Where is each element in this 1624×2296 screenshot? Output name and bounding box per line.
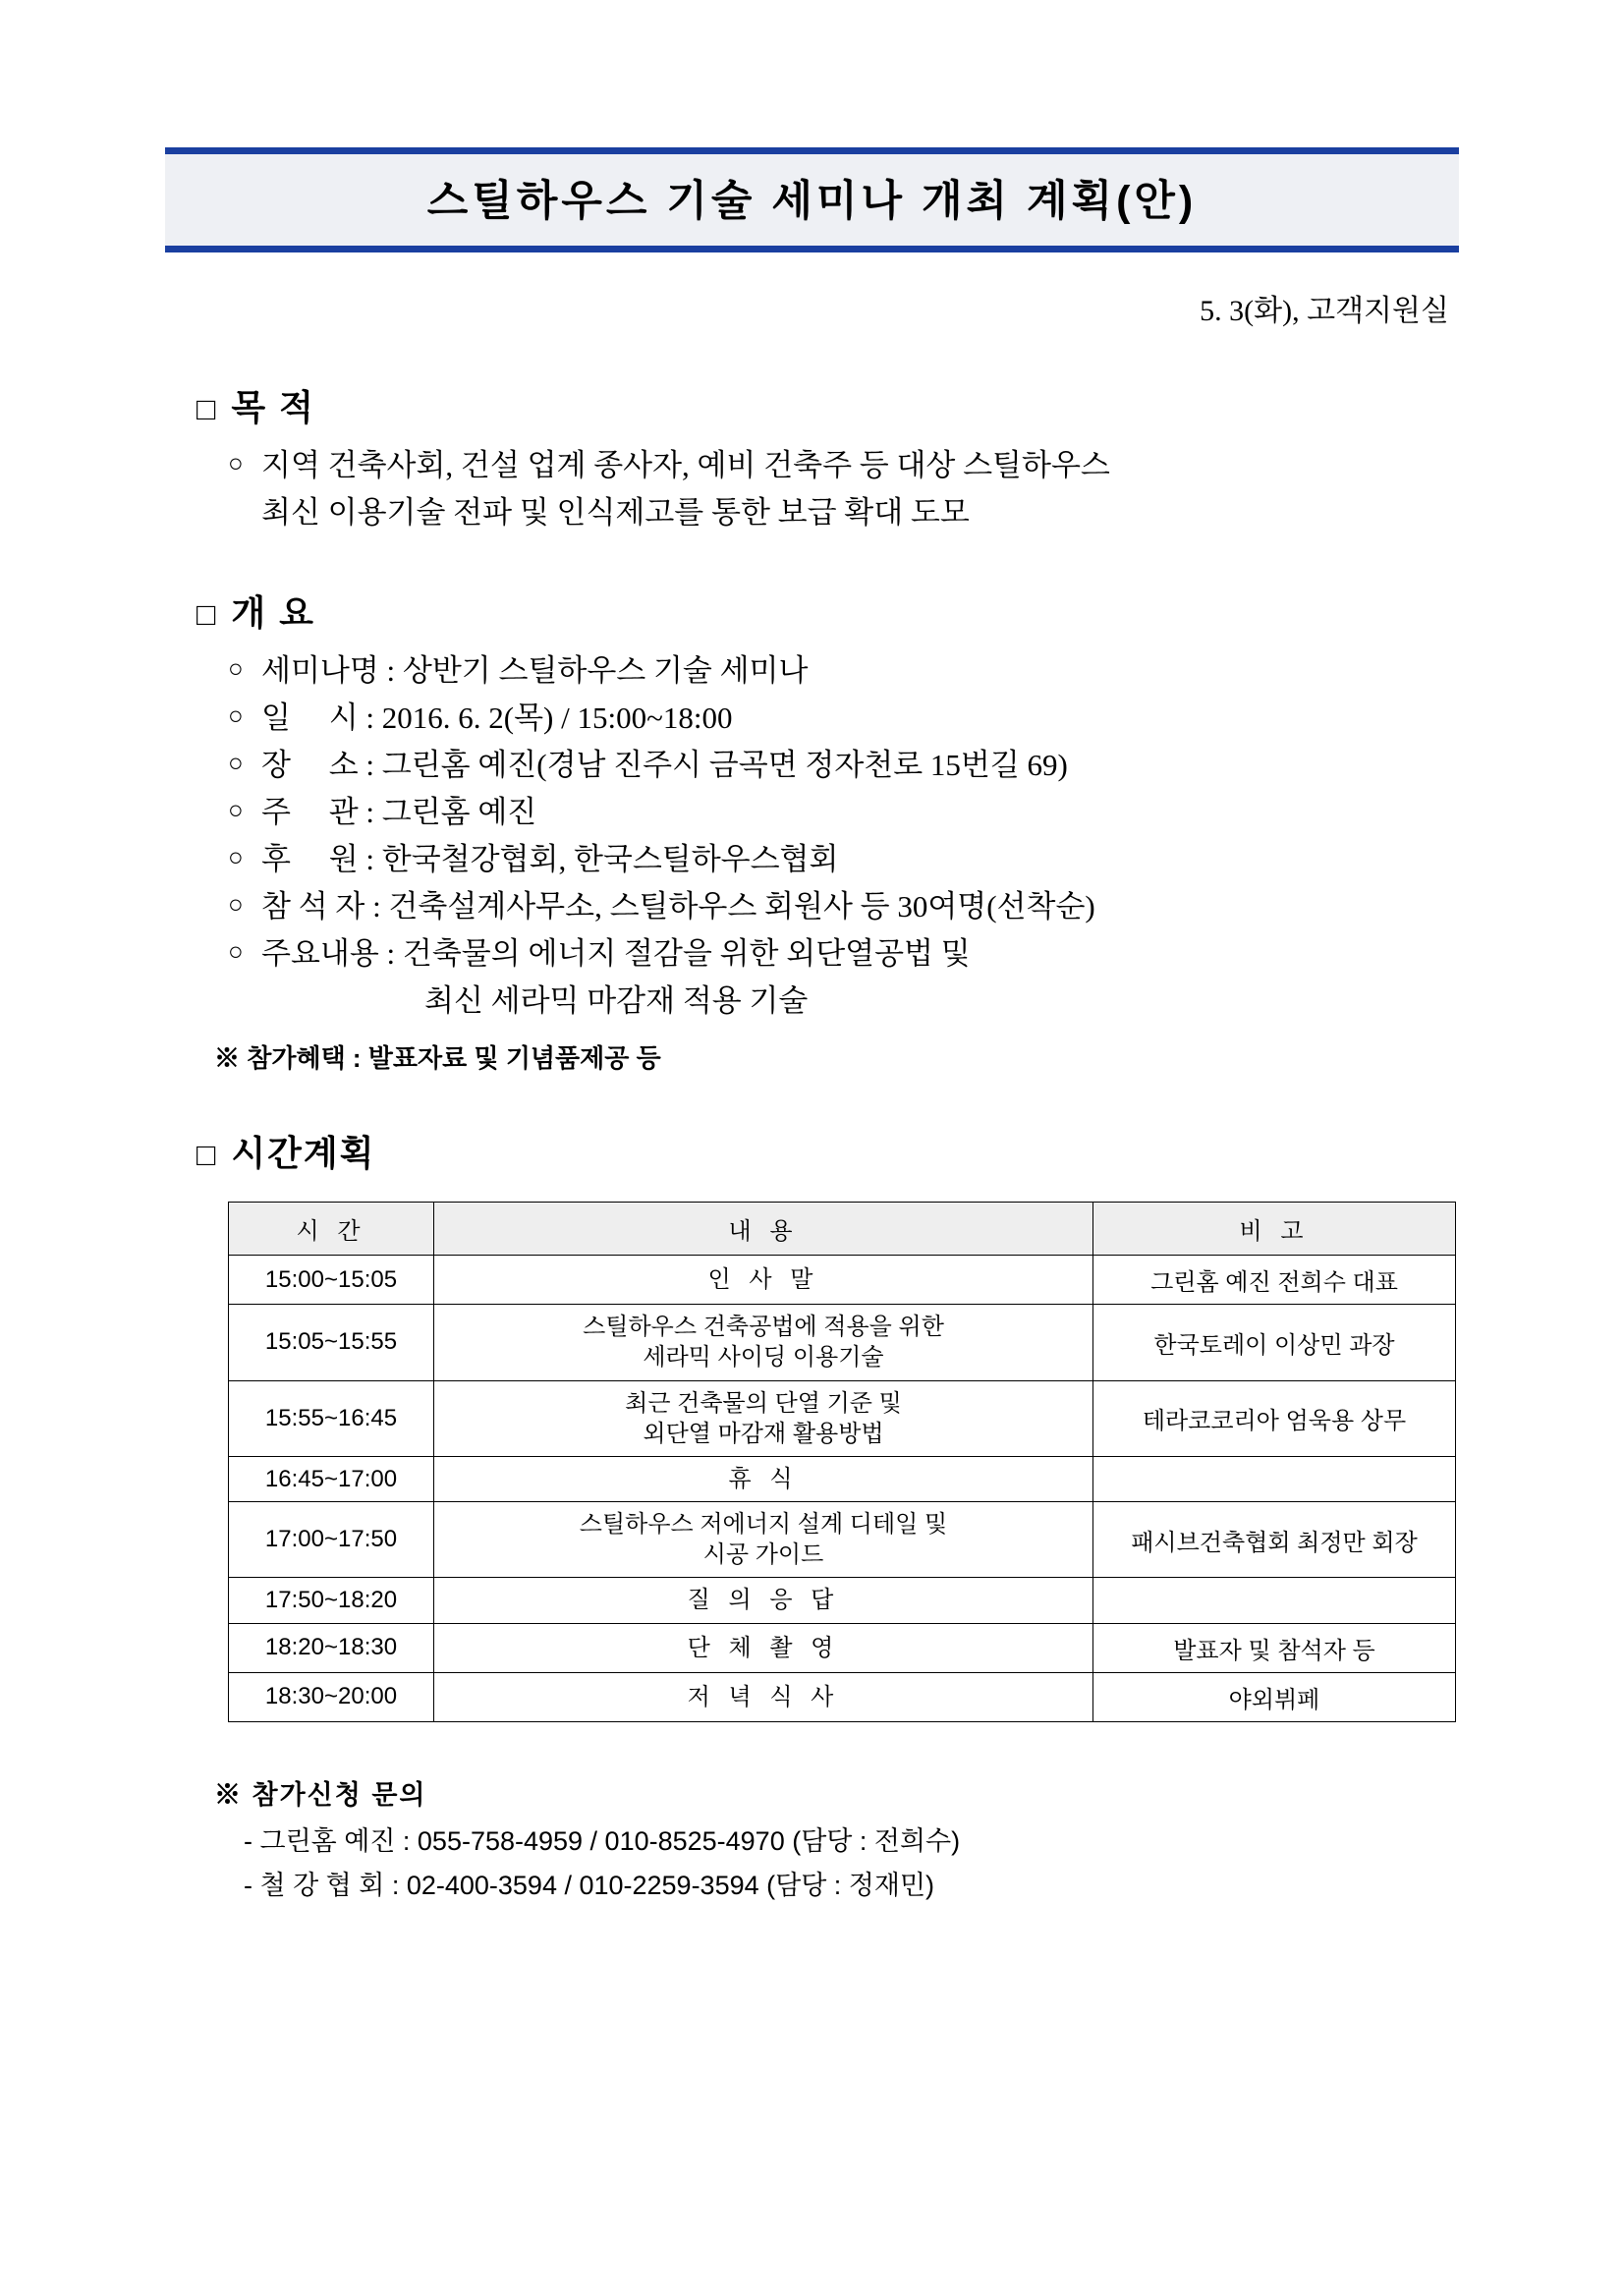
section-heading-purpose-label: 목 적 [231,387,315,427]
circle-bullet-icon: ○ [228,449,244,477]
table-row [229,1672,1456,1721]
list-item [228,885,1467,928]
section-heading-schedule-label: 시간계획 [231,1133,376,1174]
cell-remark [1093,1578,1456,1623]
list-item [228,791,1467,834]
table-header-row [229,1203,1456,1256]
cell-remark [1093,1456,1456,1501]
overview-label-1: 일 시 : [261,700,375,736]
table-row [229,1623,1456,1672]
square-bullet-icon: □ [196,391,216,426]
schedule-table-wrapper [228,1202,1418,1722]
circle-bullet-icon: ○ [228,890,244,920]
table-row [229,1456,1456,1501]
square-bullet-icon: □ [196,596,216,633]
contact-line-2: - 철 강 협 회 : 02-400-3594 / 010-2259-3594 (담당 : 정재민) [244,1870,935,1900]
overview-bullets [228,649,1467,1023]
purpose-bullets [228,444,1467,534]
page-title: 스틸하우스 기술 세미나 개최 계획(안) [426,178,1198,225]
overview-label-4: 후 원 : [261,842,375,877]
cell-content: 질 의 응 답 [434,1578,1093,1623]
purpose-line-2: 최신 이용기술 전파 및 인식제고를 통한 보급 확대 도모 [261,495,970,531]
document-title-banner [165,147,1459,252]
cell-remark: 발표자 및 참석자 등 [1093,1623,1456,1672]
list-item [228,744,1467,787]
table-row [229,1578,1456,1623]
circle-bullet-icon: ○ [228,937,244,967]
cell-content: 스틸하우스 저에너지 설계 디테일 및 시공 가이드 [434,1502,1093,1578]
cell-content: 휴 식 [434,1456,1093,1501]
schedule-table [228,1202,1456,1722]
overview-value-6: 건축물의 에너지 절감을 위한 외단열공법 및 [402,936,971,972]
cell-remark: 패시브건축협회 최정만 회장 [1093,1502,1456,1578]
cell-content: 최근 건축물의 단열 기준 및 외단열 마감재 활용방법 [434,1380,1093,1456]
cell-time: 15:00~15:05 [229,1256,434,1305]
cell-time: 16:45~17:00 [229,1456,434,1501]
circle-bullet-icon: ○ [228,701,244,731]
table-row [229,1380,1456,1456]
circle-bullet-icon: ○ [228,749,244,778]
column-header-content: 내 용 [434,1203,1093,1256]
contact-line-1: - 그린홈 예진 : 055-758-4959 / 010-8525-4970 (담당 : 전희수) [244,1825,961,1856]
contact-heading: ※ 참가신청 문의 [214,1779,427,1810]
cell-remark: 테라코코리아 엄욱용 상무 [1093,1380,1456,1456]
section-heading-schedule [196,1126,1467,1176]
list-item [228,932,1467,976]
list-item [228,649,1467,693]
circle-bullet-icon: ○ [228,843,244,872]
table-row [229,1256,1456,1305]
overview-value-3: 그린홈 예진 [381,795,537,830]
overview-label-5: 참 석 자 : [261,889,381,924]
overview-value-1: 2016. 6. 2(목) / 15:00~18:00 [381,700,733,736]
cell-time: 17:00~17:50 [229,1502,434,1578]
overview-value-2: 그린홈 예진(경남 진주시 금곡면 정자천로 15번길 69) [381,748,1068,783]
section-heading-overview [196,586,1467,636]
cell-time: 15:05~15:55 [229,1305,434,1380]
cell-time: 18:30~20:00 [229,1672,434,1721]
overview-value-5: 건축설계사무소, 스틸하우스 회원사 등 30여명(선착순) [388,889,1095,924]
contact-block [214,1773,1467,1902]
overview-value-4: 한국철강협회, 한국스틸하우스협회 [381,842,839,877]
document-subtitle: 5. 3(화), 고객지원실 [1200,295,1449,327]
list-item [228,697,1467,740]
schedule-table-body [229,1256,1456,1722]
participation-benefit-note: ※ 참가혜택 : 발표자료 및 기념품제공 등 [214,1043,661,1074]
cell-content: 인 사 말 [434,1256,1093,1305]
table-row [229,1305,1456,1380]
cell-remark: 야외뷔페 [1093,1672,1456,1721]
square-bullet-icon: □ [196,1137,216,1173]
circle-bullet-icon: ○ [228,796,244,825]
list-item [228,444,1467,487]
section-heading-purpose [196,380,1467,430]
cell-time: 15:55~16:45 [229,1380,434,1456]
overview-continued-line: 최신 세라믹 마감재 적용 기술 [424,983,809,1019]
overview-label-0: 세미나명 : [261,653,396,689]
cell-time: 18:20~18:30 [229,1623,434,1672]
purpose-line-1: 지역 건축사회, 건설 업계 종사자, 예비 건축주 등 대상 스틸하우스 [261,448,1110,482]
table-row [229,1502,1456,1578]
cell-remark: 그린홈 예진 전희수 대표 [1093,1256,1456,1305]
cell-remark: 한국토레이 이상민 과장 [1093,1305,1456,1380]
column-header-time: 시 간 [229,1203,434,1256]
overview-label-3: 주 관 : [261,795,375,830]
cell-content: 스틸하우스 건축공법에 적용을 위한 세라믹 사이딩 이용기술 [434,1305,1093,1380]
list-item [228,838,1467,881]
schedule-table-head [229,1203,1456,1256]
circle-bullet-icon: ○ [228,654,244,684]
column-header-remark: 비 고 [1093,1203,1456,1256]
cell-content: 단 체 촬 영 [434,1623,1093,1672]
cell-time: 17:50~18:20 [229,1578,434,1623]
section-heading-overview-label: 개 요 [231,592,315,634]
overview-label-2: 장 소 : [261,748,375,783]
overview-value-0: 상반기 스틸하우스 기술 세미나 [402,653,809,689]
cell-content: 저 녁 식 사 [434,1672,1093,1721]
overview-label-6: 주요내용 : [261,936,396,972]
